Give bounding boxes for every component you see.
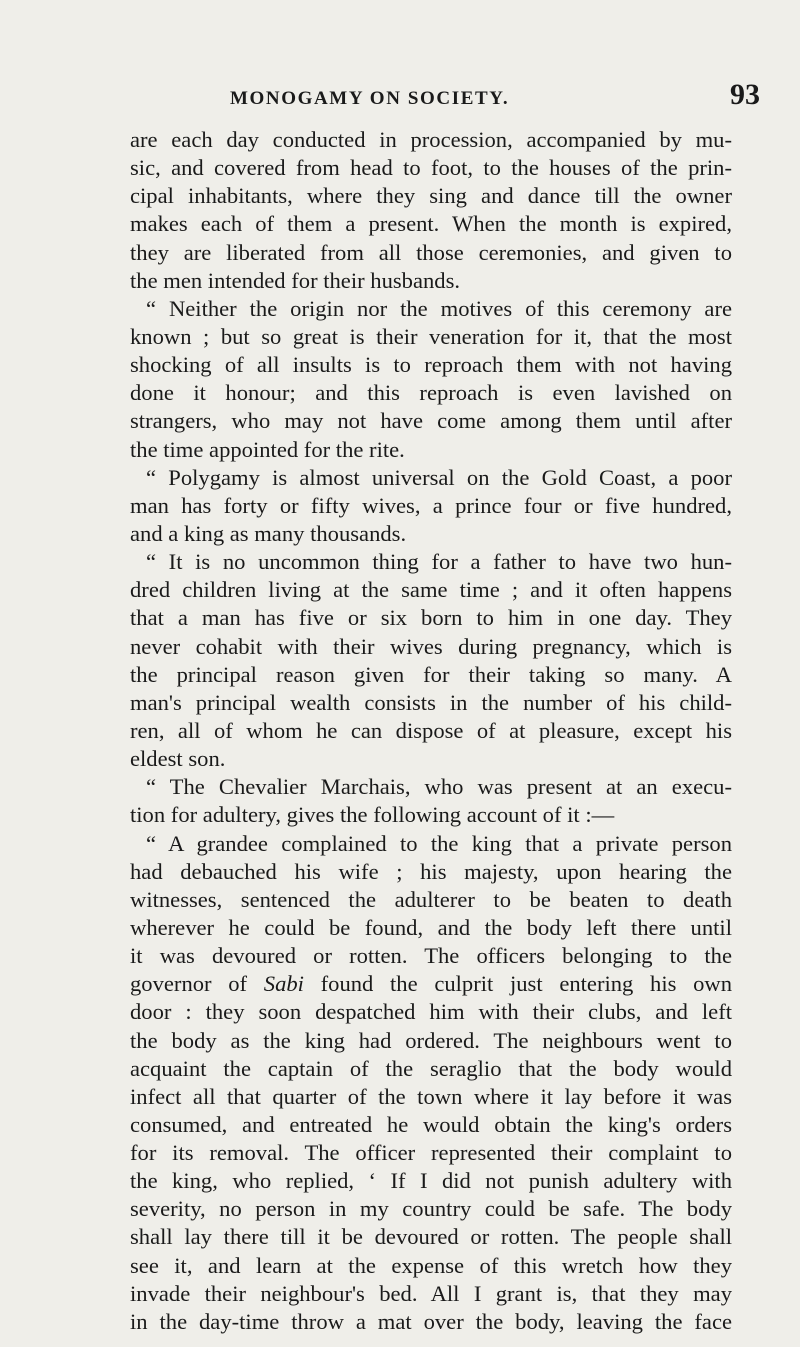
text-line-content: consumed, and entreated he would obtain the king's orders xyxy=(130,1111,732,1137)
text-line xyxy=(130,379,732,407)
text-line xyxy=(130,407,732,435)
text-line-content: invade their neighbour's bed. All I grant is, that they may xyxy=(130,1280,732,1306)
running-head xyxy=(130,78,760,114)
text-line xyxy=(130,1223,732,1251)
text-line-content: man has forty or fifty wives, a prince four or five hundred, xyxy=(130,492,732,518)
text-line xyxy=(130,210,732,238)
text-line xyxy=(130,182,732,210)
text-line-content: the men intended for their husbands. xyxy=(130,267,461,293)
text-line-content: “ Neither the origin nor the motives of this ceremony are xyxy=(146,295,732,321)
text-line-content: “ It is no uncommon thing for a father to have two hun- xyxy=(146,549,732,575)
text-line-content: cipal inhabitants, where they sing and dance till the owner xyxy=(130,183,732,209)
text-line-continuation: found the culprit just entering his own xyxy=(303,971,732,997)
text-line-content: are each day conducted in procession, accompanied by mu- xyxy=(130,127,732,152)
text-line xyxy=(130,942,732,970)
text-line-content: never cohabit with their wives during pregnancy, which is xyxy=(130,633,732,659)
italic-place-name: Sabi xyxy=(263,971,304,997)
text-line xyxy=(130,998,732,1026)
text-line xyxy=(130,1139,732,1167)
text-line xyxy=(130,1308,732,1336)
text-line xyxy=(130,717,732,745)
text-line xyxy=(130,1111,732,1139)
text-line xyxy=(130,604,732,632)
text-line-content: the time appointed for the rite. xyxy=(130,436,405,462)
text-line xyxy=(130,886,732,914)
text-line-content: wherever he could be found, and the body left there until xyxy=(130,914,732,940)
text-line xyxy=(130,267,732,295)
text-line-content: man's principal wealth consists in the number of his child- xyxy=(130,689,732,715)
text-line-content: door : they soon despatched him with their clubs, and left xyxy=(130,999,732,1025)
text-line-content: that a man has five or six born to him in one day. They xyxy=(130,605,732,631)
text-line xyxy=(130,773,732,801)
text-line-content: they are liberated from all those ceremonies, and given to xyxy=(130,239,732,265)
text-line-content: sic, and covered from head to foot, to the houses of the prin- xyxy=(130,155,732,181)
running-title: MONOGAMY ON SOCIETY. xyxy=(230,88,510,109)
text-line xyxy=(130,830,732,858)
text-line xyxy=(130,1195,732,1223)
text-line-content: makes each of them a present. When the month is expired, xyxy=(130,211,732,237)
text-line-content: “ The Chevalier Marchais, who was present at an execu- xyxy=(146,774,732,800)
text-line xyxy=(130,1055,732,1083)
text-line xyxy=(130,970,732,998)
text-line xyxy=(130,351,732,379)
text-line-content: “ A grandee complained to the king that a private person xyxy=(146,830,732,856)
text-line-content: shocking of all insults is to reproach them with not having xyxy=(130,352,732,378)
text-line xyxy=(130,689,732,717)
text-line-content: the body as the king had ordered. The neighbours went to xyxy=(130,1027,732,1053)
text-line-content: known ; but so great is their veneration for it, that the most xyxy=(130,323,732,349)
text-line xyxy=(130,436,732,464)
text-line xyxy=(130,492,732,520)
text-line xyxy=(130,126,732,154)
text-line-content: ren, all of whom he can dispose of at pleasure, except his xyxy=(130,717,732,743)
text-line xyxy=(130,633,732,661)
text-line-content: in the day-time throw a mat over the body, leaving the face xyxy=(130,1308,732,1334)
page-number: 93 xyxy=(730,78,760,111)
text-line xyxy=(130,1027,732,1055)
text-line-content: had debauched his wife ; his majesty, upon hearing the xyxy=(130,858,732,884)
text-line-content: see it, and learn at the expense of this wretch how they xyxy=(130,1252,732,1278)
text-line-content: shall lay there till it be devoured or rotten. The people shall xyxy=(130,1224,732,1250)
text-line-content: tion for adultery, gives the following account of it :— xyxy=(130,802,615,828)
text-line-content: eldest son. xyxy=(130,746,226,772)
body-text xyxy=(130,126,732,1336)
text-line xyxy=(130,576,732,604)
text-line-content: infect all that quarter of the town where it lay before it was xyxy=(130,1083,732,1109)
text-line xyxy=(130,154,732,182)
text-line-content: strangers, who may not have come among them until after xyxy=(130,408,732,434)
text-line xyxy=(130,548,732,576)
text-line xyxy=(130,1083,732,1111)
text-line xyxy=(130,295,732,323)
text-line-content: “ Polygamy is almost universal on the Gold Coast, a poor xyxy=(146,464,732,490)
text-line-content: the principal reason given for their taking so many. A xyxy=(130,661,732,687)
text-line-content: and a king as many thousands. xyxy=(130,520,407,546)
text-line xyxy=(130,239,732,267)
text-line-content: governor of xyxy=(130,971,264,997)
text-line xyxy=(130,1167,732,1195)
text-line xyxy=(130,1252,732,1280)
text-line xyxy=(130,914,732,942)
text-line-content: done it honour; and this reproach is even lavished on xyxy=(130,380,732,406)
text-line-content: severity, no person in my country could be safe. The body xyxy=(130,1196,732,1222)
text-line xyxy=(130,661,732,689)
text-line-content: witnesses, sentenced the adulterer to be beaten to death xyxy=(130,886,732,912)
text-line xyxy=(130,464,732,492)
text-line xyxy=(130,520,732,548)
text-line xyxy=(130,801,732,829)
text-line-content: dred children living at the same time ; and it often happens xyxy=(130,577,732,603)
text-line-content: the king, who replied, ‘ If I did not punish adultery with xyxy=(130,1168,732,1194)
text-line xyxy=(130,745,732,773)
text-line-content: for its removal. The officer represented their complaint to xyxy=(130,1140,732,1166)
text-line xyxy=(130,323,732,351)
text-line xyxy=(130,858,732,886)
text-line-content: acquaint the captain of the seraglio that the body would xyxy=(130,1055,732,1081)
text-line-content: it was devoured or rotten. The officers belonging to the xyxy=(130,943,732,969)
text-line xyxy=(130,1280,732,1308)
